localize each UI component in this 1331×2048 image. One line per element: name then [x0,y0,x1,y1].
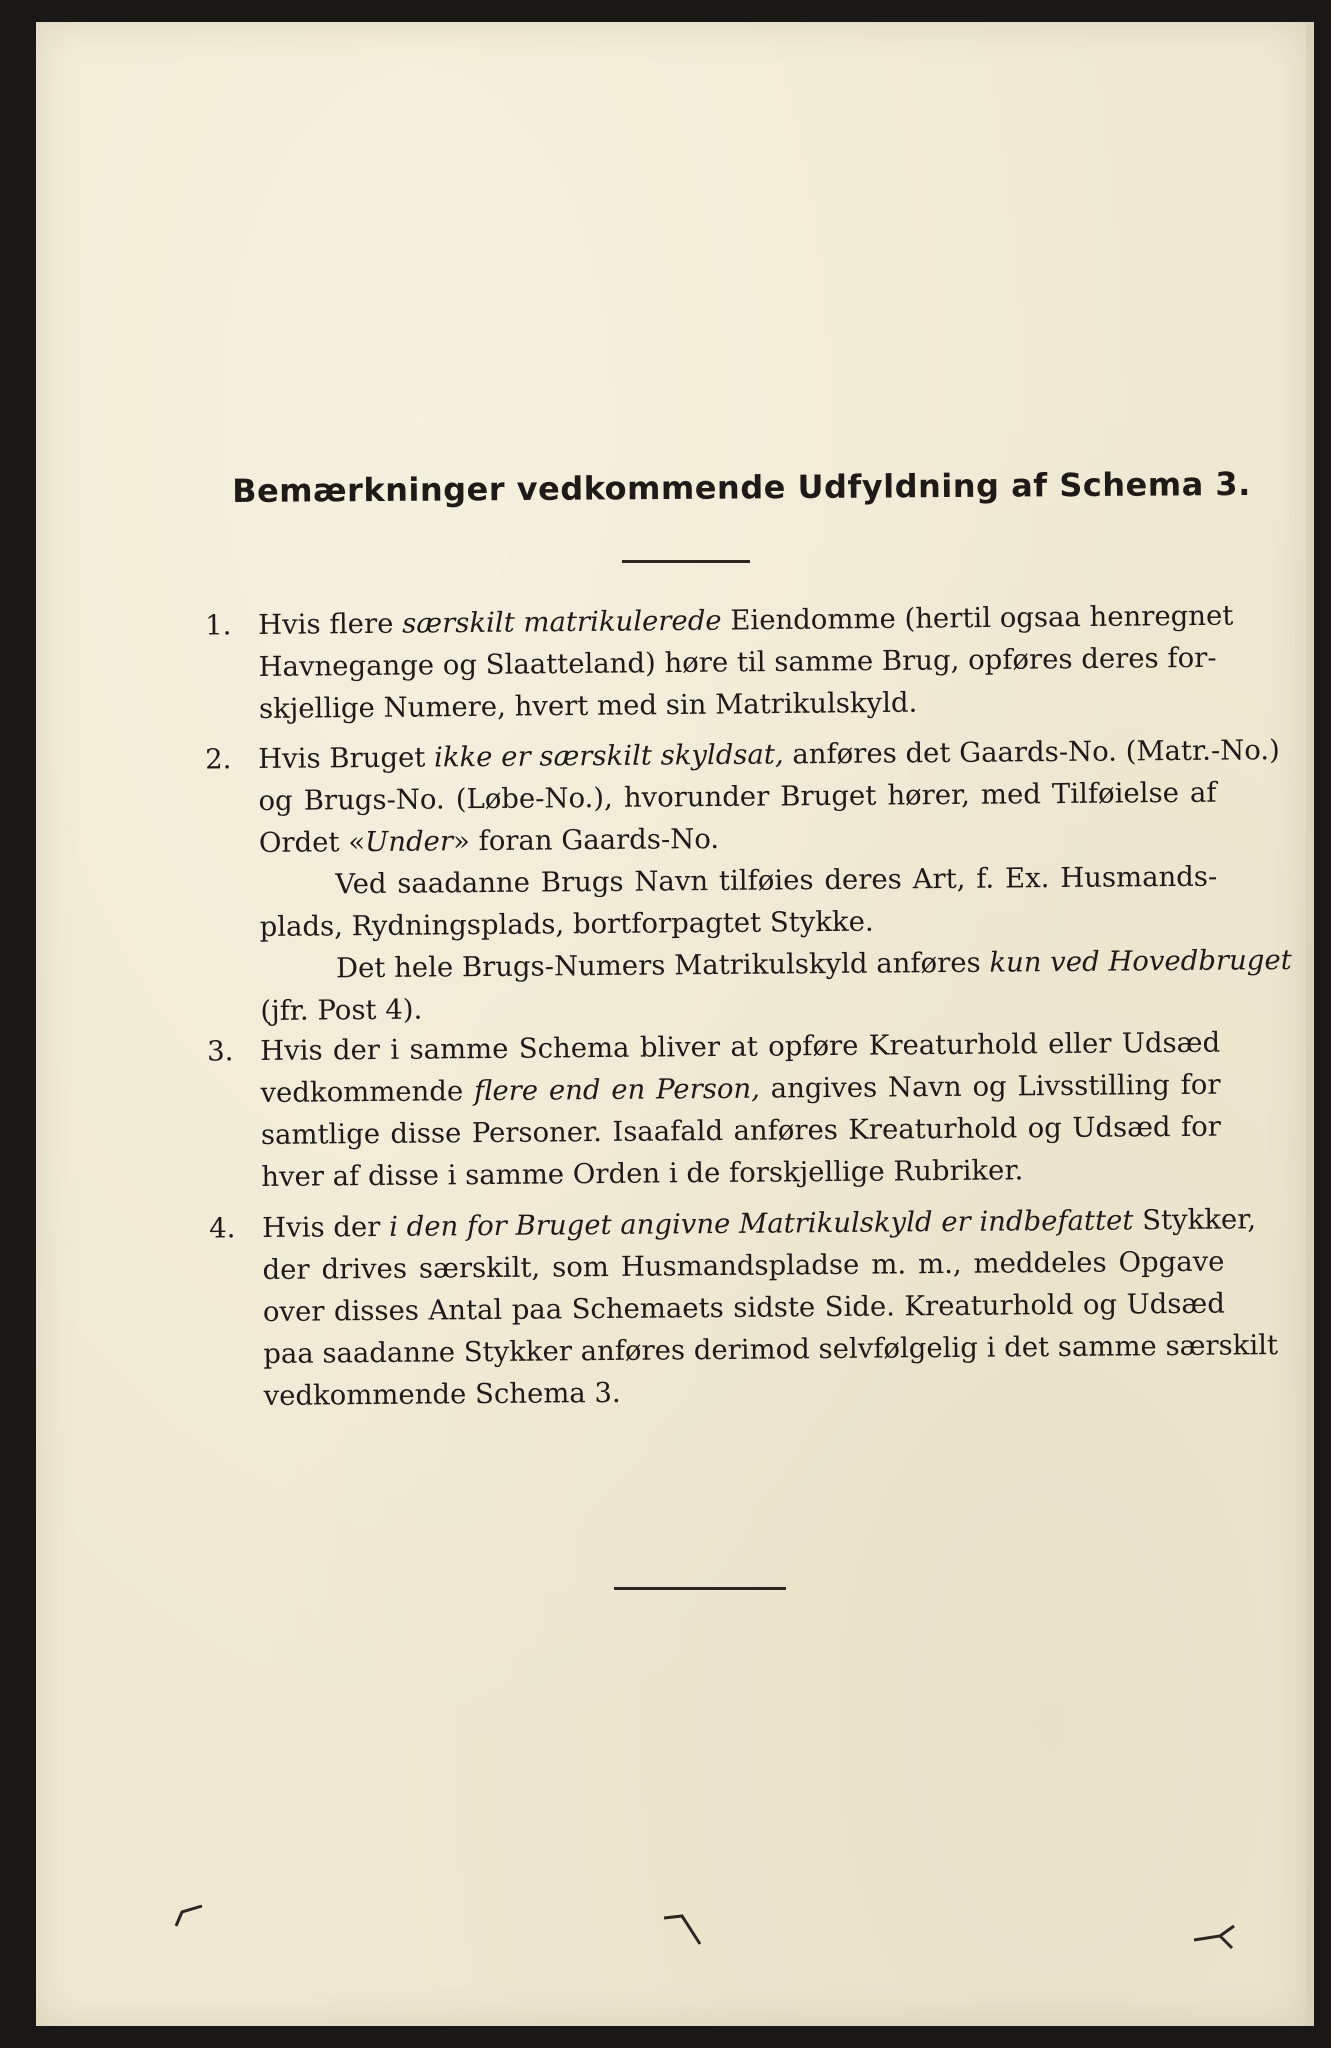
remark-number: 2. [205,743,232,776]
remark-line: samtlige disse Personer. Isaafald anføres Kreaturhold og Udsæd for [260,1110,1222,1151]
remark-line: vedkommende flere end en Person, angives Navn og Livsstilling for [260,1068,1221,1109]
corner-mark-right [1190,1922,1240,1952]
remark-line: Hvis flere særskilt matrikulerede Eiendomme (hertil ogsaa henregnet [258,599,1234,641]
remark-item-4 [209,1199,1279,1417]
emphasis: særskilt matrikulerede [401,604,722,640]
emphasis: i den for Bruget angivne Matrikulskyld er indbefattet [388,1204,1134,1243]
remark-line: der drives særskilt, som Husmandspladse m. m., meddeles Opgave [262,1245,1225,1286]
remark-line: skjellige Numere, hvert med sin Matrikulskyld. [258,686,918,725]
remark-line: plads, Rydningsplads, bortforpagtet Stykke. [259,905,874,943]
emphasis: Under [364,825,454,859]
remark-line: Ved saadanne Brugs Navn tilføies deres Art, f. Ex. Husmands- [335,860,1218,901]
remark-line: Havnegange og Slaatteland) høre til samme Brug, opføres deres for- [258,641,1217,683]
remark-line: Det hele Brugs-Numers Matrikulskyld anføres kun ved Hovedbruget [335,943,1292,985]
remark-line: (jfr. Post 4). [260,993,423,1027]
emphasis: ikke er særskilt skyldsat, [433,738,784,774]
remark-number: 4. [209,1212,236,1245]
remark-item-2 [205,730,1292,1032]
emphasis: flere end en Person, [473,1072,761,1108]
remark-line: Hvis Bruget ikke er særskilt skyldsat, anføres det Gaards-No. (Matr.-No.) [258,734,1280,775]
end-divider [614,1587,786,1590]
remark-line: hver af disse i samme Orden i de forskjellige Rubriker. [261,1154,1024,1193]
remark-number: 3. [207,1035,234,1068]
remark-line: Hvis der i samme Schema bliver at opføre Kreaturhold eller Udsæd [260,1026,1221,1067]
remark-item-3 [207,1022,1222,1198]
remark-line: Ordet «Under» foran Gaards-No. [258,822,720,859]
remark-line: paa saadanne Stykker anføres derimod selvfølgelig i det samme særskilt [263,1329,1279,1370]
emphasis: kun ved Hovedbruget [989,943,1292,979]
corner-mark-left [172,1900,212,1930]
remark-line: og Brugs-No. (Løbe-No.), hvorunder Bruget hører, med Tilføielse af [258,776,1217,817]
remark-line: Hvis der i den for Bruget angivne Matrikulskyld er indbefattet Stykker, [262,1203,1257,1244]
remark-item-1 [205,595,1234,730]
title-divider [622,560,750,563]
remark-number: 1. [205,609,232,642]
remark-line: vedkommende Schema 3. [263,1376,621,1412]
remark-line: over disses Antal paa Schemaets sidste Side. Kreaturhold og Udsæd [262,1287,1226,1328]
document-title: Bemærkninger vedkommende Udfyldning af Schema 3. [232,464,1251,510]
corner-mark-center [660,1910,710,1950]
